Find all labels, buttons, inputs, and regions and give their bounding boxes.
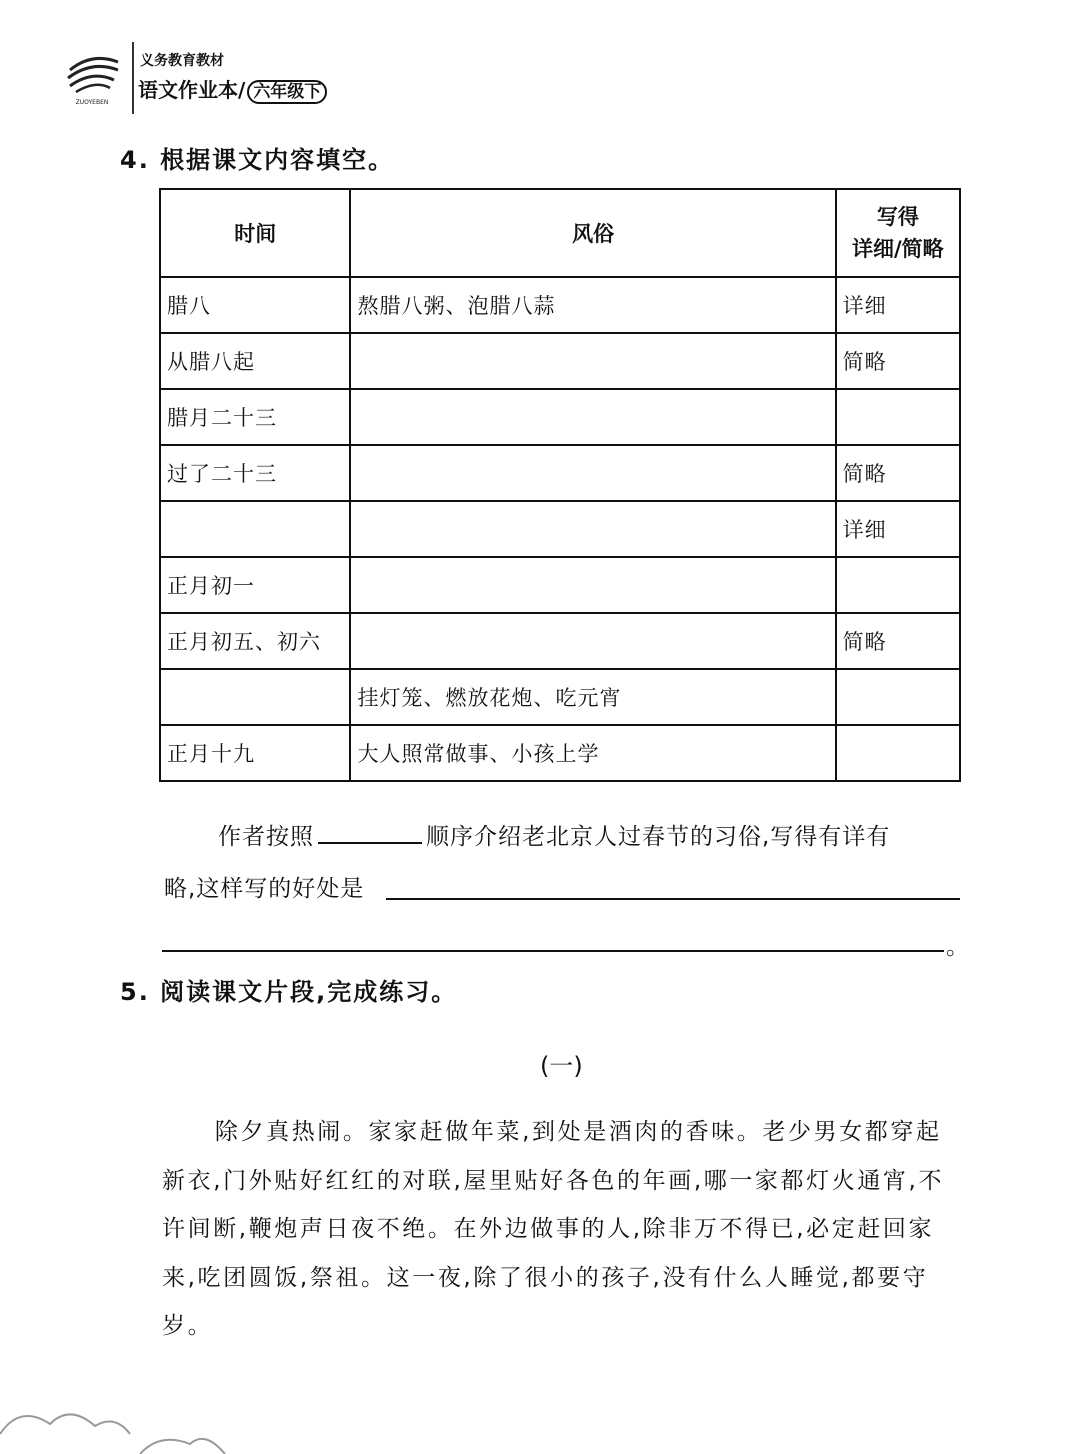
publisher-logo-icon <box>62 50 122 108</box>
fill-sentence-line2: 略,这样写的好处是 <box>164 876 365 902</box>
header-detail-line1: 写得 <box>876 205 919 229</box>
series-label: 义务教育教材 <box>140 53 224 69</box>
custom-cell[interactable] <box>350 389 835 445</box>
detail-cell: 简略 <box>836 613 960 669</box>
question-4-title: 4. 根据课文内容填空。 <box>120 146 395 174</box>
detail-cell: 简略 <box>836 445 960 501</box>
table-row <box>160 557 960 613</box>
table-row <box>160 613 960 669</box>
time-cell[interactable] <box>160 501 350 557</box>
grade-badge: 六年级下 <box>247 80 327 104</box>
benefit-blank-2[interactable] <box>162 950 944 952</box>
table-header-row <box>160 189 960 277</box>
table-row <box>160 389 960 445</box>
benefit-blank-1[interactable] <box>386 898 960 900</box>
time-cell: 正月初五、初六 <box>160 613 350 669</box>
detail-cell[interactable] <box>836 669 960 725</box>
header-detail-line2: 详细/简略 <box>852 237 944 261</box>
detail-cell: 详细 <box>836 277 960 333</box>
customs-table <box>159 188 961 782</box>
table-row <box>160 277 960 333</box>
time-cell: 从腊八起 <box>160 333 350 389</box>
fill-prefix: 作者按照 <box>218 824 314 850</box>
custom-cell[interactable] <box>350 613 835 669</box>
header-custom: 风俗 <box>350 189 835 277</box>
fill-suffix: 顺序介绍老北京人过春节的习俗,写得有详有 <box>426 824 891 850</box>
fill-sentence-line1 <box>218 818 890 851</box>
detail-cell: 简略 <box>836 333 960 389</box>
reading-passage <box>162 1108 962 1351</box>
detail-cell: 详细 <box>836 501 960 557</box>
time-cell: 正月十九 <box>160 725 350 781</box>
book-title <box>138 74 327 104</box>
passage-paragraph: 除夕真热闹。家家赶做年菜,到处是酒肉的香味。老少男女都穿起新衣,门外贴好红红的对联,屋里贴好各色的年画,哪一家都灯火通宵,不许间断,鞭炮声日夜不绝。在外边做事的人,除非万不得已,必定赶回家来,吃团圆饭,祭祖。这一夜,除了很小的孩子,没有什么人睡觉,都要守岁。 <box>162 1119 945 1339</box>
custom-cell: 大人照常做事、小孩上学 <box>350 725 835 781</box>
book-title-text: 语文作业本/ <box>138 78 246 102</box>
table-row <box>160 669 960 725</box>
time-cell: 腊月二十三 <box>160 389 350 445</box>
time-cell[interactable] <box>160 669 350 725</box>
custom-cell[interactable] <box>350 333 835 389</box>
detail-cell[interactable] <box>836 725 960 781</box>
custom-cell[interactable] <box>350 501 835 557</box>
custom-cell: 熬腊八粥、泡腊八蒜 <box>350 277 835 333</box>
time-cell: 腊八 <box>160 277 350 333</box>
time-cell: 过了二十三 <box>160 445 350 501</box>
header-detail <box>836 189 960 277</box>
order-blank[interactable] <box>318 820 422 844</box>
table-row <box>160 725 960 781</box>
table-row <box>160 501 960 557</box>
logo-caption: ZUOYEBEN <box>75 99 109 106</box>
header-divider <box>132 42 134 114</box>
time-cell: 正月初一 <box>160 557 350 613</box>
custom-cell: 挂灯笼、燃放花炮、吃元宵 <box>350 669 835 725</box>
table-row <box>160 333 960 389</box>
custom-cell[interactable] <box>350 557 835 613</box>
custom-cell[interactable] <box>350 445 835 501</box>
cloud-decoration-icon <box>0 1394 240 1454</box>
detail-cell[interactable] <box>836 389 960 445</box>
table-row <box>160 445 960 501</box>
passage-section-heading: (一) <box>540 1052 583 1080</box>
question-5-title: 5. 阅读课文片段,完成练习。 <box>120 978 458 1006</box>
detail-cell[interactable] <box>836 557 960 613</box>
fill-end-period: 。 <box>946 934 969 960</box>
header-time: 时间 <box>160 189 350 277</box>
